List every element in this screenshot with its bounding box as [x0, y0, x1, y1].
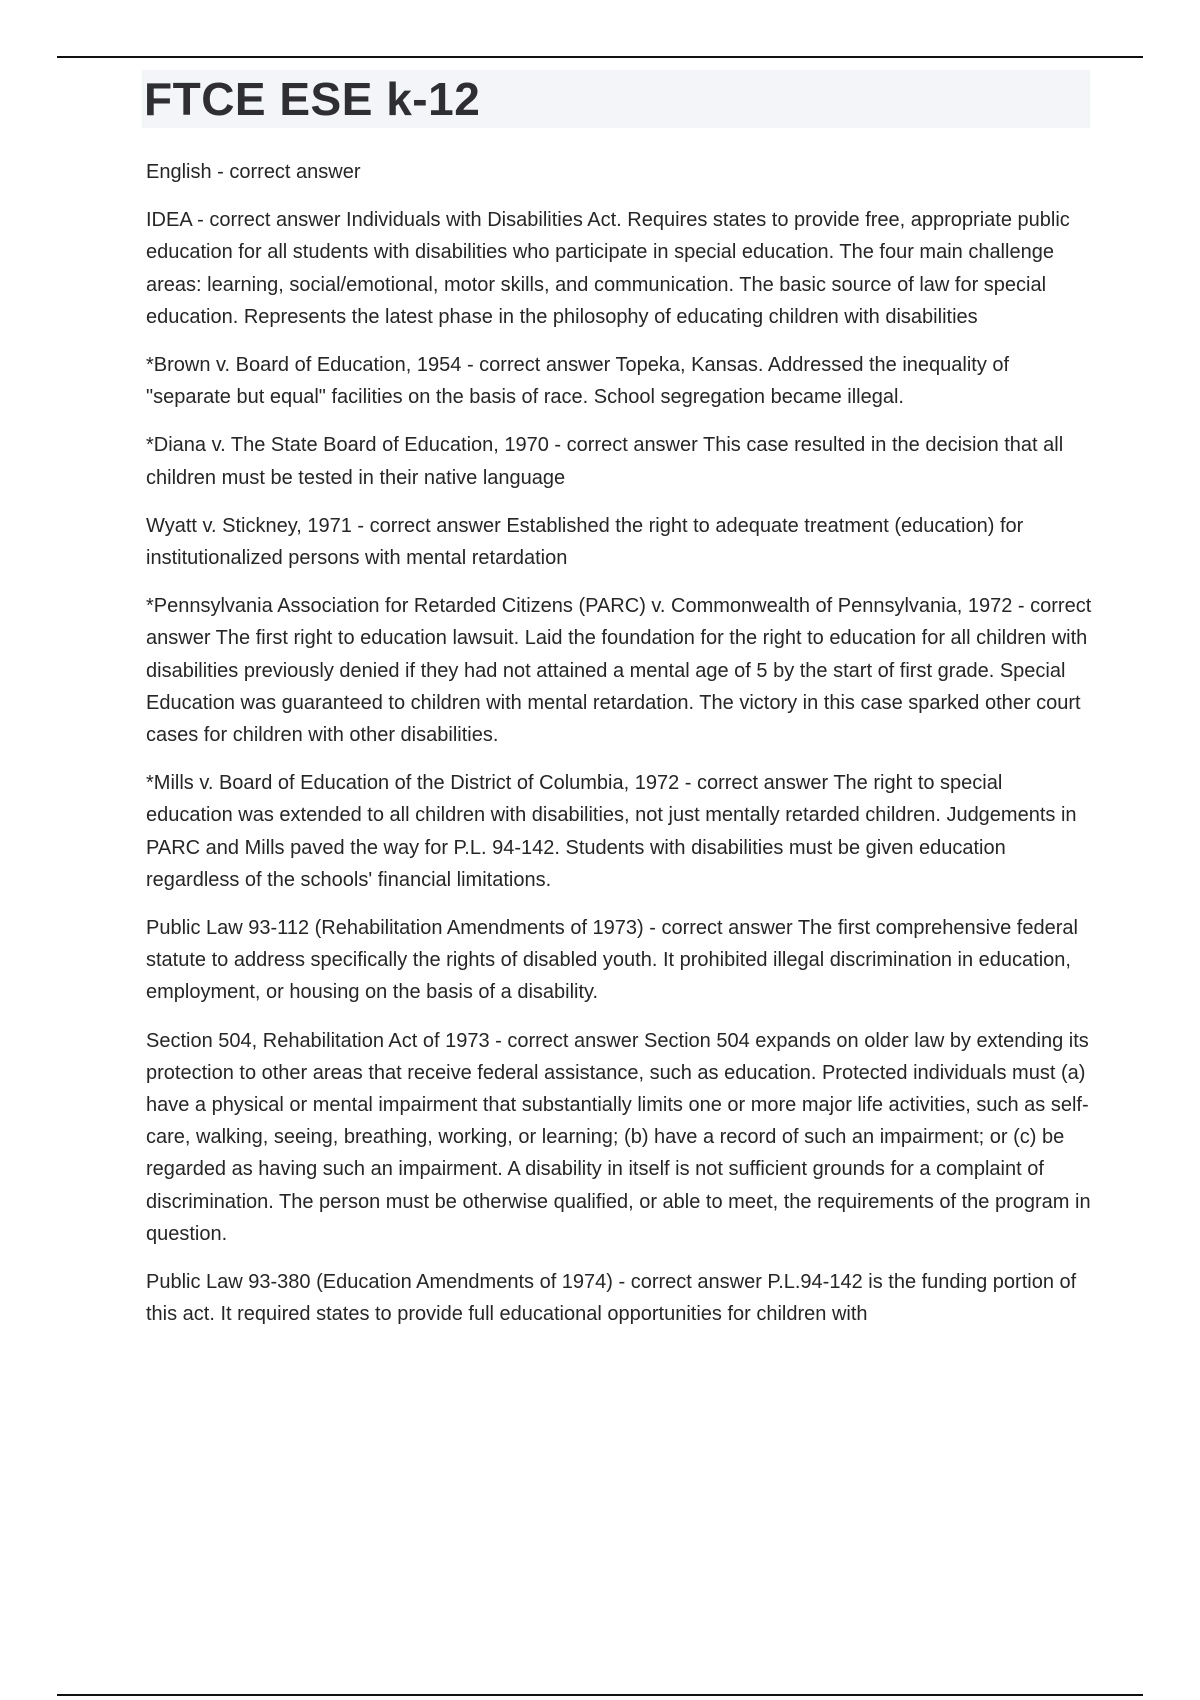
- flashcard-entry: *Pennsylvania Association for Retarded Citizens (PARC) v. Commonwealth of Pennsylvania, 1972 - correct answer The first right to education lawsuit. Laid the foundation for the right to education for all children with disabilities previously denied if they had not attained a mental age of 5 by the start of first grade. Special Education was guaranteed to children with mental retardation. The victory in this case sparked other court cases for children with other disabilities.: [146, 595, 1092, 747]
- document-body: [146, 70, 1094, 1347]
- flashcard-entry: English - correct answer: [146, 161, 361, 183]
- flashcard-entry: Wyatt v. Stickney, 1971 - correct answer Established the right to adequate treatment (education) for institutionalized persons with mental retardation: [146, 514, 1024, 570]
- flashcard-list: [146, 156, 1094, 1331]
- bottom-rule: [57, 1694, 1143, 1696]
- flashcard-entry: Public Law 93-380 (Education Amendments of 1974) - correct answer P.L.94-142 is the funding portion of this act. It required states to provide full educational opportunities for children with: [146, 1271, 1077, 1326]
- flashcard-entry: IDEA - correct answer Individuals with Disabilities Act. Requires states to provide free, appropriate public education for all students with disabilities who participate in special education. The four main challenge areas: learning, social/emotional, motor skills, and communication. The basic source of law for special education. Represents the latest phase in the philosophy of educating children with disabilities: [146, 209, 1070, 328]
- title-band: [142, 70, 1090, 128]
- flashcard-entry: Public Law 93-112 (Rehabilitation Amendments of 1973) - correct answer The first comprehensive federal statute to address specifically the rights of disabled youth. It prohibited illegal discrimination in education, employment, or housing on the basis of a disability.: [146, 917, 1078, 1004]
- flashcard-entry: *Mills v. Board of Education of the District of Columbia, 1972 - correct answer The right to special education was extended to all children with disabilities, not just mentally retarded children. Judgements in PARC and Mills paved the way for P.L. 94-142. Students with disabilities must be given education regardless of the schools' financial limitations.: [146, 772, 1077, 891]
- document-title: FTCE ESE k-12: [144, 73, 481, 125]
- flashcard-entry: *Brown v. Board of Education, 1954 - correct answer Topeka, Kansas. Addressed the inequality of "separate but equal" facilities on the basis of race. School segregation became illegal.: [146, 354, 1010, 409]
- flashcard-entry: *Diana v. The State Board of Education, 1970 - correct answer This case resulted in the decision that all children must be tested in their native language: [146, 434, 1064, 489]
- flashcard-entry: Section 504, Rehabilitation Act of 1973 - correct answer Section 504 expands on older law by extending its protection to other areas that receive federal assistance, such as education. Protected individuals must (a) have a physical or mental impairment that substantially limits one or more major life activities, such as self-care, walking, seeing, breathing, working, or learning; (b) have a record of such an impairment; or (c) be regarded as having such an impairment. A disability in itself is not sufficient grounds for a complaint of discrimination. The person must be otherwise qualified, or able to meet, the requirements of the program in question.: [146, 1029, 1091, 1245]
- top-rule: [57, 56, 1143, 58]
